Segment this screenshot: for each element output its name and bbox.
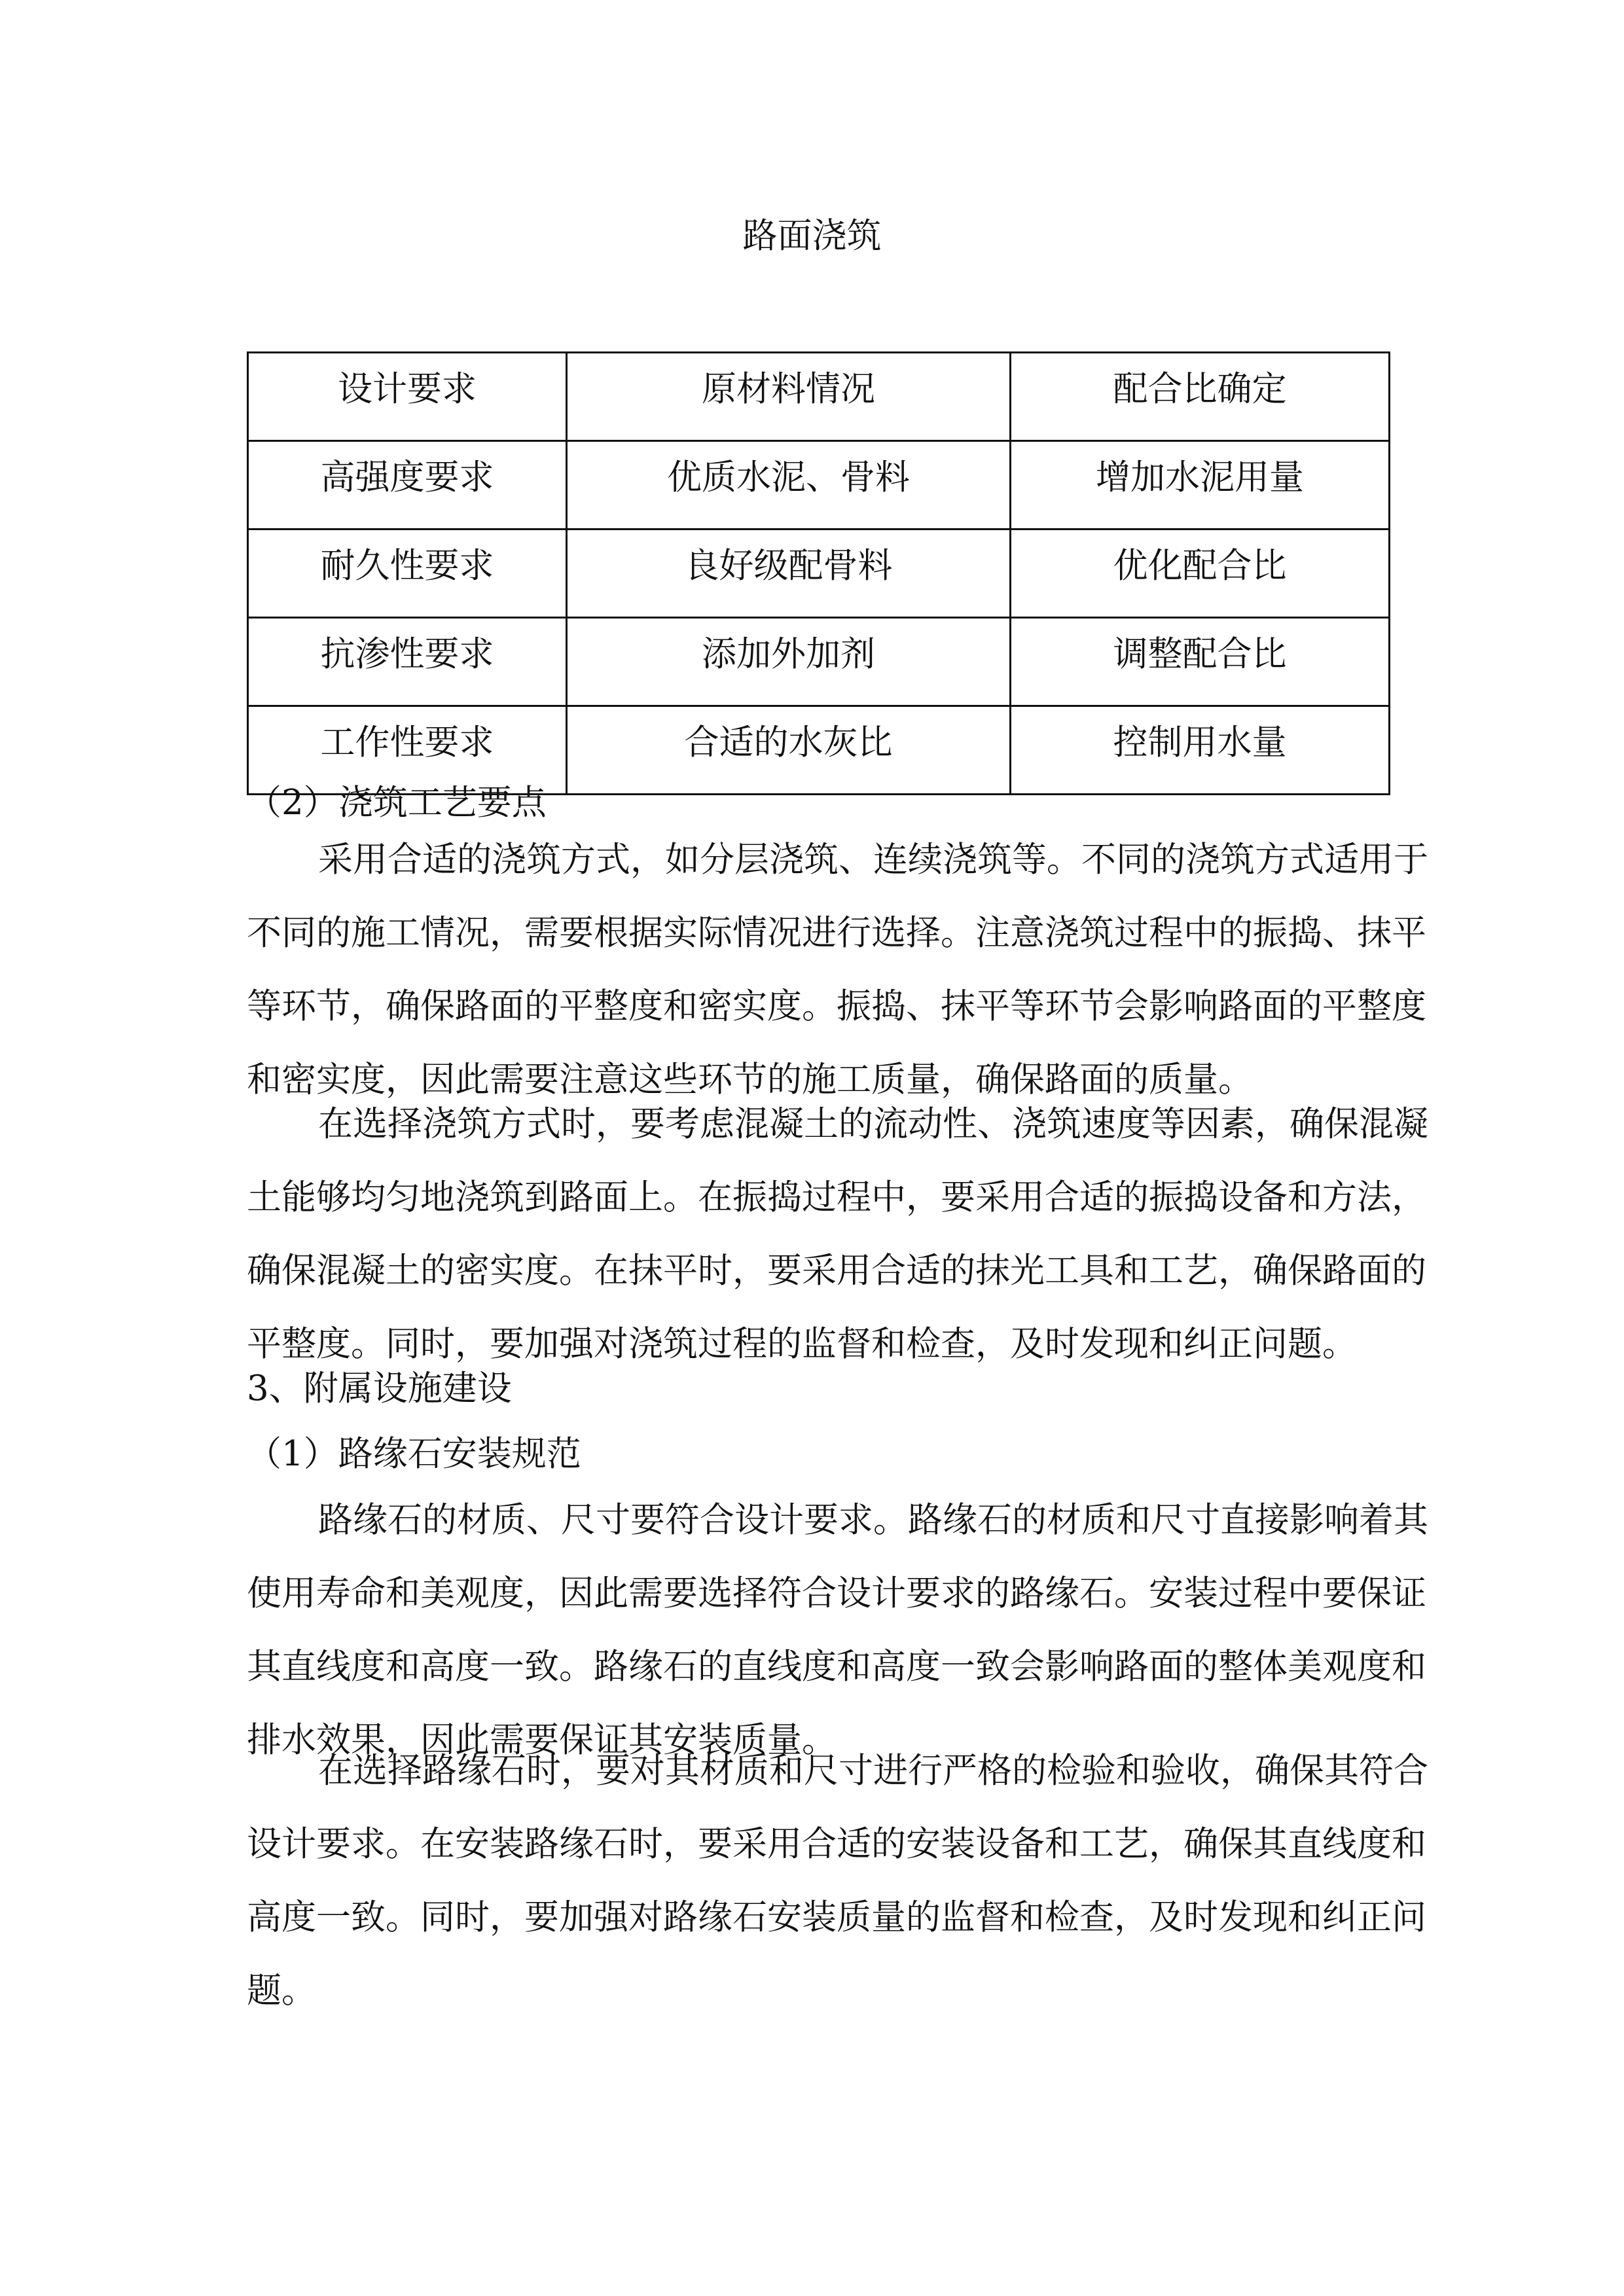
table-row [248, 618, 1390, 706]
paragraph-line: 使用寿命和美观度，因此需要选择符合设计要求的路缘石。安装过程中要保证 [247, 1573, 1426, 1613]
paragraph-line: 不同的施工情况，需要根据实际情况进行选择。注意浇筑过程中的振捣、抹平 [247, 913, 1426, 953]
table-cell: 优质水泥、骨料 [567, 441, 1011, 529]
paragraph-line: 确保混凝土的密实度。在抹平时，要采用合适的抹光工具和工艺，确保路面的 [247, 1251, 1426, 1291]
paragraph-line: 排水效果，因此需要保证其安装质量。 [247, 1720, 837, 1760]
table-cell: 工作性要求 [248, 706, 567, 795]
paragraph-line: 其直线度和高度一致。路缘石的直线度和高度一致会影响路面的整体美观度和 [247, 1647, 1426, 1687]
paragraph-line: 在选择浇筑方式时，要考虑混凝土的流动性、浇筑速度等因素，确保混凝 [318, 1104, 1428, 1144]
section-heading-ancillary-facilities: 3、附属设施建设 [247, 1369, 512, 1408]
paragraph-line: 题。 [247, 1971, 316, 2011]
paragraph-1 [247, 823, 1428, 1117]
paragraph-4 [247, 1734, 1428, 2028]
table-cell: 良好级配骨料 [567, 529, 1011, 618]
page-title: 路面浇筑 [742, 216, 882, 256]
table-header-row [248, 353, 1390, 441]
table-cell: 合适的水灰比 [567, 706, 1011, 795]
table-row [248, 529, 1390, 618]
paragraph-line: 设计要求。在安装路缘石时，要采用合适的安装设备和工艺，确保其直线度和 [247, 1824, 1426, 1864]
table-header-cell: 原材料情况 [567, 353, 1011, 441]
paragraph-line: 土能够均匀地浇筑到路面上。在振捣过程中，要采用合适的振捣设备和方法， [247, 1177, 1426, 1217]
table-cell: 抗渗性要求 [248, 618, 567, 706]
table-header-cell: 设计要求 [248, 353, 567, 441]
table-header-cell: 配合比确定 [1011, 353, 1390, 441]
table-cell: 高强度要求 [248, 441, 567, 529]
table-row [248, 441, 1390, 529]
section-heading-curbstone: （1）路缘石安装规范 [247, 1434, 581, 1474]
paragraph-line: 和密实度，因此需要注意这些环节的施工质量，确保路面的质量。 [247, 1060, 1253, 1100]
table-cell: 耐久性要求 [248, 529, 567, 618]
paragraph-line: 在选择路缘石时，要对其材质和尺寸进行严格的检验和验收，确保其符合 [318, 1751, 1428, 1791]
paragraph-line: 平整度。同时，要加强对浇筑过程的监督和检查，及时发现和纠正问题。 [247, 1324, 1357, 1364]
paragraph-2 [247, 1088, 1428, 1381]
paragraph-line: 高度一致。同时，要加强对路缘石安装质量的监督和检查，及时发现和纠正问 [247, 1897, 1426, 1937]
paragraph-line: 采用合适的浇筑方式，如分层浇筑、连续浇筑等。不同的浇筑方式适用于 [318, 840, 1428, 880]
table-cell: 添加外加剂 [567, 618, 1011, 706]
paragraph-line: 等环节，确保路面的平整度和密实度。振捣、抹平等环节会影响路面的平整度 [247, 986, 1426, 1026]
table-cell: 增加水泥用量 [1011, 441, 1390, 529]
mix-design-table [247, 351, 1390, 795]
table-cell: 调整配合比 [1011, 618, 1390, 706]
paragraph-3 [247, 1484, 1428, 1777]
paragraph-line: 路缘石的材质、尺寸要符合设计要求。路缘石的材质和尺寸直接影响着其 [318, 1500, 1428, 1540]
table-cell: 控制用水量 [1011, 706, 1390, 795]
section-heading-pouring-process: （2）浇筑工艺要点 [247, 783, 547, 823]
table-cell: 优化配合比 [1011, 529, 1390, 618]
